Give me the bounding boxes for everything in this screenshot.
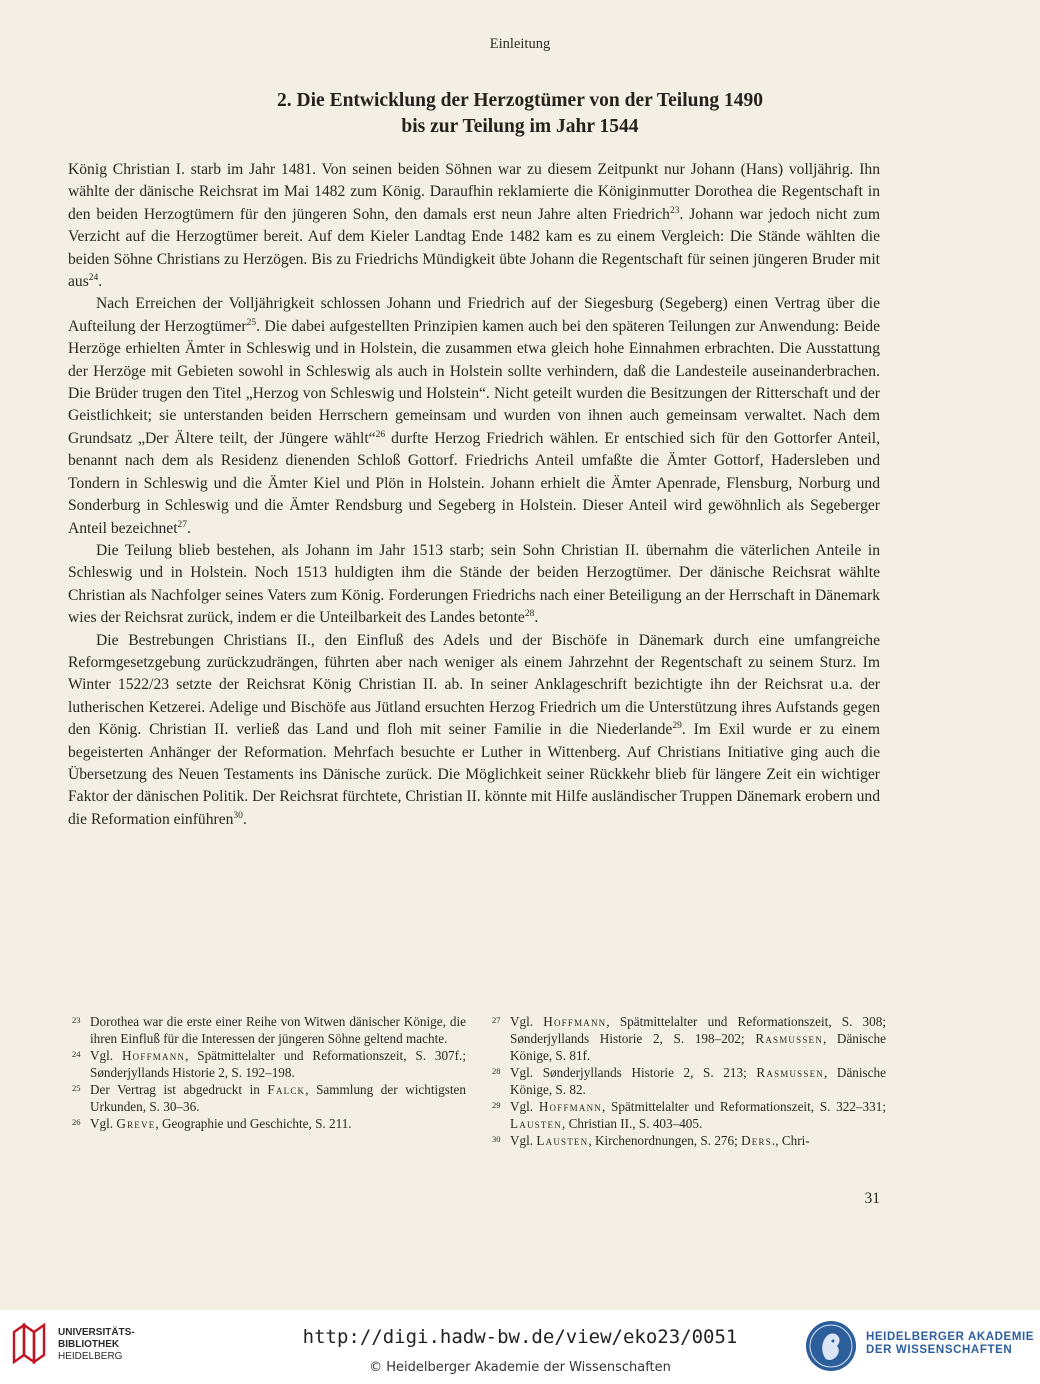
author-name: Falck <box>267 1082 306 1097</box>
footnote-reference: 27 <box>177 519 188 530</box>
academy-name-line-1: HEIDELBERGER AKADEMIE <box>866 1331 1035 1343</box>
footnote: 29 Vgl. Hoffmann, Spätmittelalter und Reformationszeit, S. 322–331; Lausten, Christian II., S. 403–405. <box>492 1099 886 1131</box>
author-name: Lausten <box>536 1133 589 1148</box>
footnote-reference: 24 <box>88 272 99 283</box>
academy-name <box>866 1331 1034 1357</box>
author-name: Greve <box>116 1116 156 1131</box>
footnote: 27 Vgl. Hoffmann, Spätmittelalter und Reformationszeit, S. 308; Sønderjyllands Historie 2, S. 198–202; Rasmussen, Dänische Könige, S. 81f. <box>492 1014 886 1063</box>
footer-bar <box>0 1310 1040 1384</box>
footnote-reference: 29 <box>672 720 682 731</box>
section-title-line-1: 2. Die Entwicklung der Herzogtümer von der Teilung 1490 <box>277 90 763 111</box>
footnote-reference: 30 <box>233 810 243 821</box>
section-title <box>60 88 980 140</box>
body-paragraph: Die Teilung blieb bestehen, als Johann im Jahr 1513 starb; sein Sohn Christian II. übernahm die väterlichen Anteile in Schleswig und in Holstein. Noch 1513 huldigten ihm die Stände der beiden Herzogtümer. Der dänische Reichsrat wählte Christian als Nachfolger seines Vaters zum König. Forderungen Friedrichs nach einer Beteiligung an der Herrschaft in Dänemark wies der Reichsrat zurück, indem er die Unteilbarkeit des Landes betonte$^{28}$. <box>68 541 880 627</box>
footnote-reference: 26 <box>375 429 386 440</box>
section-title-line-2: bis zur Teilung im Jahr 1544 <box>401 116 639 137</box>
footnote-reference: 25 <box>246 317 257 328</box>
ub-name-line-2: BIBLIOTHEK <box>58 1339 120 1350</box>
footnote-reference: 23 <box>669 205 680 216</box>
author-name: Rasmussen <box>756 1065 824 1080</box>
author-name: Hoffmann <box>121 1048 186 1063</box>
footnote: 23 Dorothea war die erste einer Reihe von Witwen dänischer Könige, die ihren Einfluß für die Interessen der jüngeren Söhne geltend machte. <box>72 1014 466 1046</box>
running-head: Einleitung <box>489 36 551 52</box>
footnote: 28 Vgl. Sønderjyllands Historie 2, S. 213; Rasmussen, Dänische Könige, S. 82. <box>492 1065 886 1097</box>
footnote-number: 26 <box>72 1117 81 1127</box>
footnotes-right-column <box>488 1013 886 1149</box>
author-name: Rasmussen <box>755 1031 823 1046</box>
permalink-url[interactable]: http://digi.hadw-bw.de/view/eko23/0051 <box>302 1326 738 1348</box>
body-paragraph: Die Bestrebungen Christians II., den Einfluß des Adels und der Bischöfe in Dänemark durch eine umfangreiche Reformgesetzgebung zurückzudrängen, führten aber nach weniger als einem Jahrzehnt der Regentschaft zu seinem Sturz. Im Winter 1522/23 setzte der Reichsrat König Christian II. ab. In seiner Anklageschrift bezichtigte ihn der Reichsrat u.a. der lutherischen Ketzerei. Adelige und Bischöfe aus Jütland ersuchten Herzog Friedrich um die Unterstützung ihres Aufstands gegen den König. Christian II. verließ das Land und floh mit seiner Familie in die Niederlande$^{29}$. Im Exil wurde er zu einem begeisterten Anhänger der Reformation. Mehrfach besuchte er Luther in Wittenberg. Auf Christians Initiative ging auch die Übersetzung des Neuen Testaments ins Dänische zurück. Die Möglichkeit seiner Rückkehr blieb für längere Zeit ein wichtiger Faktor der dänischen Politik. Der Reichsrat fürchtete, Christian II. könnte mit Hilfe ausländischer Truppen Dänemark erobern und die Reformation einführen$^{30}$. <box>68 631 880 828</box>
footnotes-left-column <box>68 1013 466 1149</box>
footnote-number: 28 <box>492 1066 501 1076</box>
body-paragraph: Nach Erreichen der Volljährigkeit schlossen Johann und Friedrich auf der Siegesburg (Segeberg) einen Vertrag über die Aufteilung der Herzogtümer$^{25}$. Die dabei aufgestellten Prinzipien kamen auch bei den späteren Teilungen zur Anwendung: Beide Herzöge erhielten Ämter in Schleswig und in Holstein, die zusammen etwa gleich hohe Einnahmen erbrachten. Die Ausstattung der Herzöge mit Gebieten sowohl in Schleswig als auch in Holstein sollte verhindern, daß die Landesteile auseinanderbrachen. Die Brüder trugen den Titel „Herzog von Schleswig und Holstein“. Nicht geteilt wurden die Besitzungen der Ritterschaft und der Geistlichkeit; sie unterstanden beiden Herrschern gemeinsam und wurden von ihnen auch gemeinsam verwaltet. Nach dem Grundsatz „Der Ältere teilt, der Jüngere wählt“$^{26}$ durfte Herzog Friedrich wählen. Er entschied sich für den Gottorfer Anteil, benannt nach dem als Residenz dienenden Schloß Gottorf. Friedrichs Anteil umfaßte die Ämter Gottorf, Hadersleben und Tondern in Schleswig und die Ämter Kiel und Plön in Holstein. Johann erhielt die Ämter Apenrade, Flensburg, Norburg und Sonderburg in Schleswig und die Ämter Rendsburg und Segeberg in Holstein. Dieser Anteil wird gewöhnlich als Segeberger Anteil bezeichnet$^{27}$. <box>68 295 881 537</box>
footnote-number: 24 <box>72 1049 81 1059</box>
footnote-number: 27 <box>492 1015 501 1025</box>
author-name: Hoffmann <box>538 1099 602 1114</box>
ub-name-line-3: HEIDELBERG <box>58 1351 123 1362</box>
footnote: 25 Der Vertrag ist abgedruckt in Falck, Sammlung der wichtigsten Urkunden, S. 30–36. <box>72 1082 466 1114</box>
footnote-reference: 28 <box>524 608 535 619</box>
copyright-notice: © Heidelberger Akademie der Wissenschaften <box>369 1360 671 1375</box>
footnote-number: 29 <box>492 1100 501 1110</box>
footnote-number: 30 <box>492 1134 501 1144</box>
body-paragraph: König Christian I. starb im Jahr 1481. Von seinen beiden Söhnen war zu diesem Zeitpunkt nur Johann (Hans) volljährig. Ihn wählte der dänische Reichsrat im Mai 1482 zum König. Daraufhin reklamierte die Königinmutter Dorothea die Regentschaft in den beiden Herzogtümern für den jüngeren Sohn, den damals erst neun Jahre alten Friedrich$^{23}$. Johann war jedoch nicht zum Verzicht auf die Herzogtümer bereit. Auf dem Kieler Landtag Ende 1482 kam es zu einem Vergleich: Die Stände wählten die beiden Söhne Christians zu Herzögen. Bis zu Friedrichs Mündigkeit übte Johann die Regentschaft für seinen jüngeren Bruder mit aus$^{24}$. <box>68 161 880 291</box>
footnote-number: 25 <box>72 1083 81 1093</box>
academy-name-line-2: DER WISSENSCHAFTEN <box>866 1344 1013 1356</box>
author-name: Lausten <box>510 1116 562 1131</box>
author-name: Ders <box>741 1133 772 1148</box>
author-name: Hoffmann <box>543 1014 607 1029</box>
footnote: 30 Vgl. Lausten, Kirchenordnungen, S. 276; Ders., Chri- <box>492 1133 810 1148</box>
footnote: 26 Vgl. Greve, Geographie und Geschichte, S. 211. <box>72 1116 352 1131</box>
footnote-number: 23 <box>72 1015 81 1025</box>
body-text <box>68 159 880 831</box>
footnote: 24 Vgl. Hoffmann, Spätmittelalter und Reformationszeit, S. 307f.; Sønderjyllands Historie 2, S. 192–198. <box>72 1048 466 1080</box>
footnotes <box>68 1013 886 1149</box>
ub-name-line-1: UNIVERSITÄTS- <box>58 1327 135 1338</box>
page-number: 31 <box>864 1190 880 1207</box>
academy-seal-icon[interactable] <box>804 1319 858 1373</box>
